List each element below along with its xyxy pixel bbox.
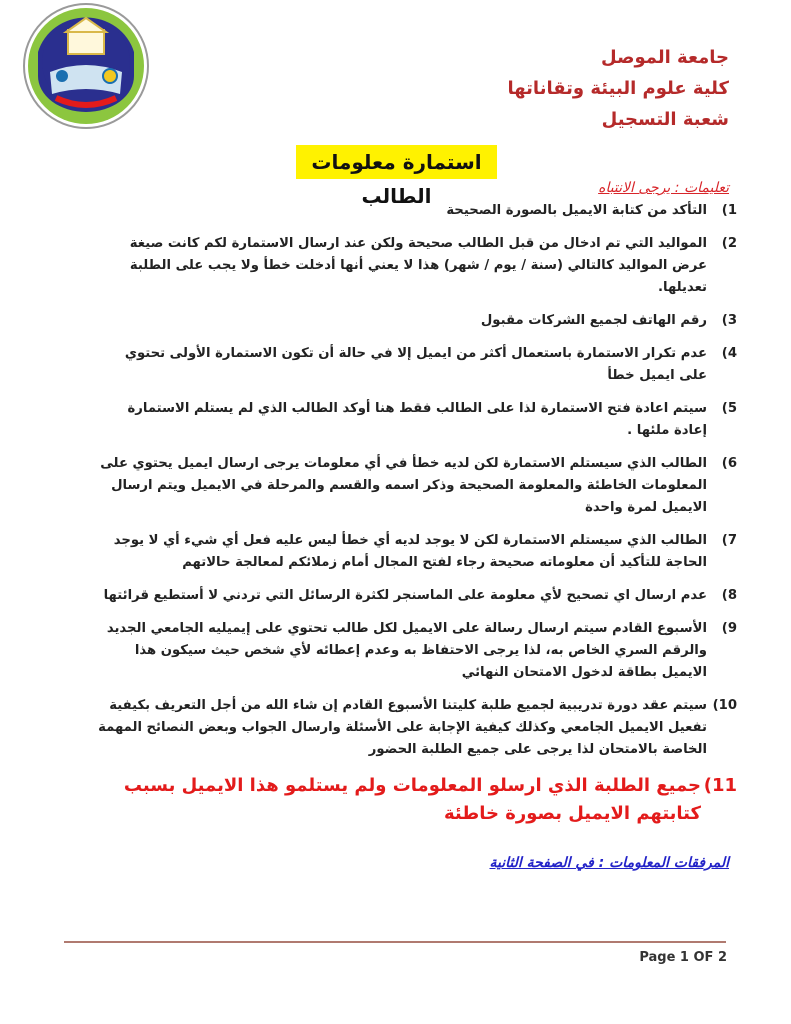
instructions-label: تعليمات : يرجى الانتباه [598, 180, 729, 196]
institution-header [409, 42, 729, 135]
item-text: الطالب الذي سيستلم الاستمارة لكن لديه خطأ في أي معلومات يرجى ارسال ايميل يحتوي على المعلومات الخاطئة والمعلومة الصحيحة وذكر اسمه والقسم والمرحلة في الايميل ويتم ارسال الايميل لمرة واحدة [100, 456, 707, 515]
item-text: الطالب الذي سيستلم الاستمارة لكن لا يوجد لديه أي خطأ ليس عليه فعل أي شيء أي لا يوجد الحاجة للتأكيد أن معلوماته صحيحة رجاء لفتح المجال أمام زملائكم لمعالجة حالاتهم [113, 533, 707, 570]
item-text: عدم تكرار الاستمارة باستعمال أكثر من ايميل إلا في حالة أن تكون الاستمارة الأولى تحتوي على ايميل خطأ [124, 346, 707, 383]
list-item [97, 585, 737, 607]
instructions-list [97, 200, 737, 839]
item-number: 8) [721, 588, 737, 603]
list-item [97, 343, 737, 387]
item-number: 10) [712, 698, 737, 713]
list-item [97, 530, 737, 574]
list-item [97, 200, 737, 222]
item-text: المواليد التي تم ادخال من قبل الطالب صحيحة ولكن عند ارسال الاستمارة لكم كانت صيغة عرض المواليد كالتالي (سنة / يوم / شهر) هذا لا يعني أنها أدخلت خطأ ولا يجب على الطلبة تعديلها. [129, 236, 707, 295]
university-logo [16, 2, 156, 130]
item-number: 5) [721, 401, 737, 416]
item-number: 1) [721, 203, 737, 218]
item-text: سيتم اعادة فتح الاستمارة لذا على الطالب فقط هنا أوكد الطالب الذي لم يستلم الاستمارة إعادة ملئها . [127, 401, 707, 438]
list-item [97, 310, 737, 332]
item-text: التأكد من كتابة الايميل بالصورة الصحيحة [446, 203, 707, 218]
item-text: سيتم عقد دورة تدريبية لجميع طلبة كليتنا الأسبوع القادم إن شاء الله من أجل التعريف بكيفية تفعيل الايميل الجامعي وكذلك كيفية الإجابة على الأسئلة وارسال الجواب وبعض النصائح المهمة الخاصة بالامتحان لذا يرجى على جميع الطلبة الحضور [98, 698, 707, 757]
list-item [97, 398, 737, 442]
item-number: 9) [721, 621, 737, 636]
form-title: استمارة معلومات الطالب [296, 145, 497, 179]
item-text: عدم ارسال اي تصحيح لأي معلومة على الماسنجر لكثرة الرسائل التي تردني لا أستطيع قرائتها [103, 588, 707, 603]
item-text: الأسبوع القادم سيتم ارسال رسالة على الايميل لكل طالب تحتوي على إيميليه الجامعي الجديد والرقم السري الخاص به، لذا يرجى الاحتفاظ به وعدم إعطائه لأي شخص حيث سيكون هذا الايميل بطاقة لدخول الامتحان النهائي [106, 621, 707, 680]
list-item [97, 453, 737, 519]
item-number: 2) [721, 236, 737, 251]
attachments-link[interactable]: المرفقات المعلومات : في الصفحة الثانية [489, 855, 729, 871]
university-name: جامعة الموصل [601, 47, 729, 68]
highlighted-list-item [97, 772, 737, 828]
item-number: 3) [721, 313, 737, 328]
item-number: 7) [721, 533, 737, 548]
list-item [97, 618, 737, 684]
item-text: رقم الهاتف لجميع الشركات مقبول [480, 313, 707, 328]
item-number: 11) [703, 775, 737, 796]
list-item [97, 695, 737, 761]
item-number: 4) [721, 346, 737, 361]
item-text: جميع الطلبة الذي ارسلو المعلومات ولم يستلمو هذا الايميل بسبب كتابتهم الايميل بصورة خاطئة [123, 775, 701, 824]
university-seal-icon [16, 2, 156, 130]
list-item [97, 233, 737, 299]
college-name: كلية علوم البيئة وتقاناتها [507, 78, 729, 99]
footer-divider [64, 941, 726, 943]
page-number: Page 1 OF 2 [639, 950, 727, 965]
department-name: شعبة التسجيل [601, 109, 729, 130]
item-number: 6) [721, 456, 737, 471]
